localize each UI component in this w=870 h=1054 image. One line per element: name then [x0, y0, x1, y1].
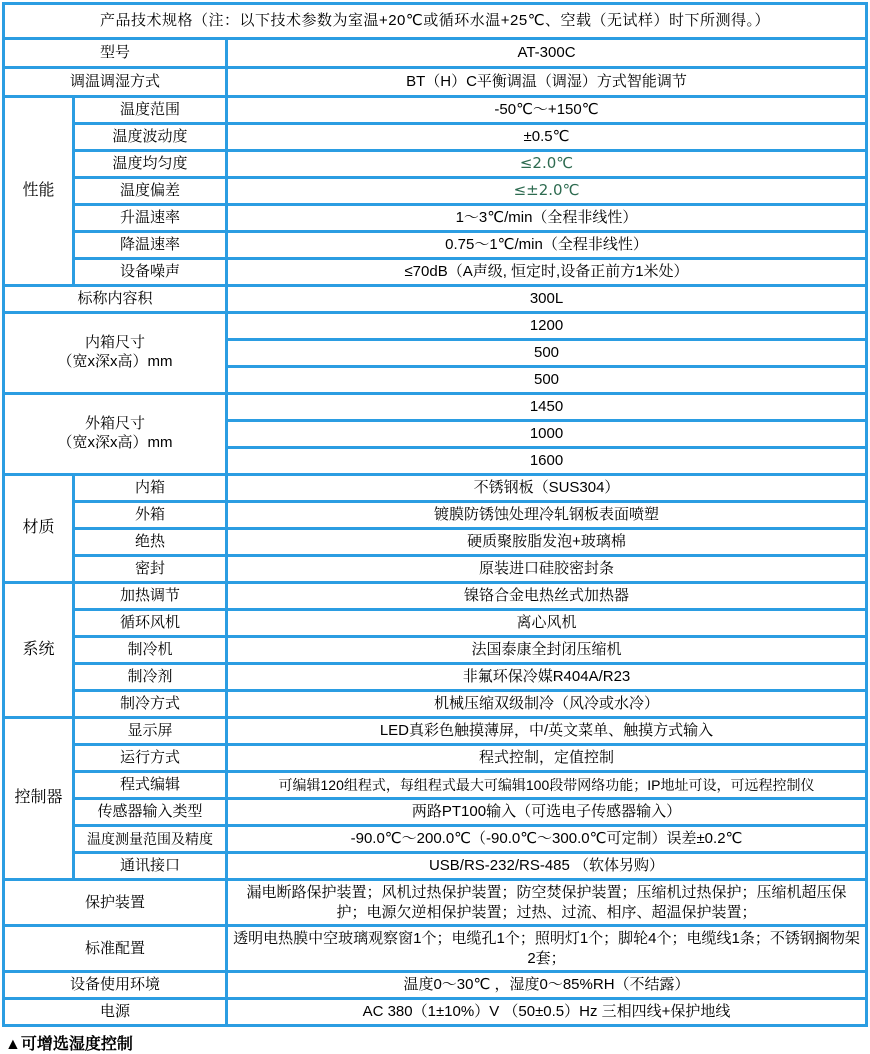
row-label: 升温速率 — [74, 205, 227, 232]
row-value: 法国泰康全封闭压缩机 — [227, 637, 867, 664]
row-outer-size-0 — [4, 394, 867, 421]
row-label: 运行方式 — [74, 745, 227, 772]
row-label: 温度测量范围及精度 — [74, 826, 227, 853]
row-label: 设备使用环境 — [4, 972, 227, 999]
row-controller-5 — [4, 853, 867, 880]
row-label: 电源 — [4, 999, 227, 1026]
row-label: 循环风机 — [74, 610, 227, 637]
row-value: USB/RS-232/RS-485 （软体另购） — [227, 853, 867, 880]
row-label-line1: 内箱尺寸 — [84, 334, 145, 352]
row-label-line2: （宽x深x高）mm — [57, 353, 173, 370]
row-performance-1 — [4, 124, 867, 151]
row-label: 温度偏差 — [74, 178, 227, 205]
row-value: 可编辑120组程式，每组程式最大可编辑100段带网络功能；IP地址可设，可远程控制仪 — [227, 772, 867, 799]
section-label-controller: 控制器 — [4, 718, 74, 880]
row-value: BT（H）C平衡调温（调湿）方式智能调节 — [227, 68, 867, 97]
row-value: 温度0～30℃ ，湿度0～85%RH（不结露） — [227, 972, 867, 999]
row-material-0 — [4, 475, 867, 502]
row-standard-config — [4, 926, 867, 972]
row-value: -50℃～+150℃ — [227, 97, 867, 124]
section-label-performance: 性能 — [4, 97, 74, 286]
row-value: ≤2.0℃ — [227, 151, 867, 178]
row-controller-0 — [4, 718, 867, 745]
row-performance-0 — [4, 97, 867, 124]
row-value: 300L — [227, 286, 867, 313]
row-mode — [4, 68, 867, 97]
table-title: 产品技术规格（注：以下技术参数为室温+20℃或循环水温+25℃、空载（无试样）时下所测得。） — [4, 4, 867, 39]
row-label: 保护装置 — [4, 880, 227, 926]
row-label-inner-size — [4, 313, 227, 394]
row-label: 标准配置 — [4, 926, 227, 972]
row-label: 通讯接口 — [74, 853, 227, 880]
row-label: 外箱 — [74, 502, 227, 529]
row-value: 1450 — [227, 394, 867, 421]
row-material-3 — [4, 556, 867, 583]
spec-table — [2, 2, 868, 1027]
row-value: AT-300C — [227, 39, 867, 68]
row-controller-1 — [4, 745, 867, 772]
row-material-2 — [4, 529, 867, 556]
row-value: 1000 — [227, 421, 867, 448]
row-label-line2: （宽x深x高）mm — [57, 434, 173, 451]
row-volume — [4, 286, 867, 313]
row-value: 两路PT100输入（可选电子传感器输入） — [227, 799, 867, 826]
row-performance-6 — [4, 259, 867, 286]
row-system-2 — [4, 637, 867, 664]
row-system-0 — [4, 583, 867, 610]
row-system-1 — [4, 610, 867, 637]
row-label-line1: 外箱尺寸 — [84, 415, 145, 433]
row-label: 密封 — [74, 556, 227, 583]
row-label: 温度均匀度 — [74, 151, 227, 178]
row-performance-5 — [4, 232, 867, 259]
row-label: 加热调节 — [74, 583, 227, 610]
row-label: 调温调湿方式 — [4, 68, 227, 97]
row-label: 显示屏 — [74, 718, 227, 745]
row-label: 型号 — [4, 39, 227, 68]
row-performance-2 — [4, 151, 867, 178]
row-value: 程式控制，定值控制 — [227, 745, 867, 772]
row-value: LED真彩色触摸薄屏，中/英文菜单、触摸方式输入 — [227, 718, 867, 745]
row-label: 制冷机 — [74, 637, 227, 664]
row-value: 镀膜防锈蚀处理冷轧钢板表面喷塑 — [227, 502, 867, 529]
row-controller-2 — [4, 772, 867, 799]
row-value: 1200 — [227, 313, 867, 340]
footer-note: ▲可增选湿度控制 — [5, 1036, 133, 1053]
row-label: 传感器输入类型 — [74, 799, 227, 826]
row-value: 镍铬合金电热丝式加热器 — [227, 583, 867, 610]
row-label: 制冷剂 — [74, 664, 227, 691]
row-label: 制冷方式 — [74, 691, 227, 718]
title-row — [4, 4, 867, 39]
row-value: 离心风机 — [227, 610, 867, 637]
row-value: ≤70dB（A声级, 恒定时,设备正前方1米处） — [227, 259, 867, 286]
row-label: 降温速率 — [74, 232, 227, 259]
row-model — [4, 39, 867, 68]
row-performance-4 — [4, 205, 867, 232]
row-value: ±0.5℃ — [227, 124, 867, 151]
row-protection — [4, 880, 867, 926]
row-inner-size-0 — [4, 313, 867, 340]
row-performance-3 — [4, 178, 867, 205]
row-value: 原装进口硅胶密封条 — [227, 556, 867, 583]
row-label: 温度范围 — [74, 97, 227, 124]
row-value: 非氟环保冷媒R404A/R23 — [227, 664, 867, 691]
row-value: 漏电断路保护装置；风机过热保护装置；防空焚保护装置；压缩机过热保护；压缩机超压保护；电源欠逆相保护装置；过热、过流、相序、超温保护装置； — [227, 880, 867, 926]
row-system-4 — [4, 691, 867, 718]
row-label: 绝热 — [74, 529, 227, 556]
row-system-3 — [4, 664, 867, 691]
row-value: 透明电热膜中空玻璃观察窗1个；电缆孔1个；照明灯1个；脚轮4个；电缆线1条；不锈钢搁物架2套； — [227, 926, 867, 972]
row-environment — [4, 972, 867, 999]
row-material-1 — [4, 502, 867, 529]
row-label: 设备噪声 — [74, 259, 227, 286]
row-controller-4 — [4, 826, 867, 853]
row-label-outer-size — [4, 394, 227, 475]
section-label-material: 材质 — [4, 475, 74, 583]
row-value: 机械压缩双级制冷（风冷或水冷） — [227, 691, 867, 718]
row-value: 硬质聚胺脂发泡+玻璃棉 — [227, 529, 867, 556]
spec-sheet — [0, 2, 870, 1054]
row-controller-3 — [4, 799, 867, 826]
row-value: 500 — [227, 367, 867, 394]
row-value: ≤±2.0℃ — [227, 178, 867, 205]
row-value: 500 — [227, 340, 867, 367]
row-power — [4, 999, 867, 1026]
row-value: -90.0℃～200.0℃（-90.0℃～300.0℃可定制）误差±0.2℃ — [227, 826, 867, 853]
row-value: 1～3℃/min（全程非线性） — [227, 205, 867, 232]
row-value: 不锈钢板（SUS304） — [227, 475, 867, 502]
row-label: 标称内容积 — [4, 286, 227, 313]
row-value: 0.75～1℃/min（全程非线性） — [227, 232, 867, 259]
row-value: AC 380（1±10%）V （50±0.5）Hz 三相四线+保护地线 — [227, 999, 867, 1026]
section-label-system: 系统 — [4, 583, 74, 718]
row-label: 程式编辑 — [74, 772, 227, 799]
row-label: 温度波动度 — [74, 124, 227, 151]
row-label: 内箱 — [74, 475, 227, 502]
row-value: 1600 — [227, 448, 867, 475]
